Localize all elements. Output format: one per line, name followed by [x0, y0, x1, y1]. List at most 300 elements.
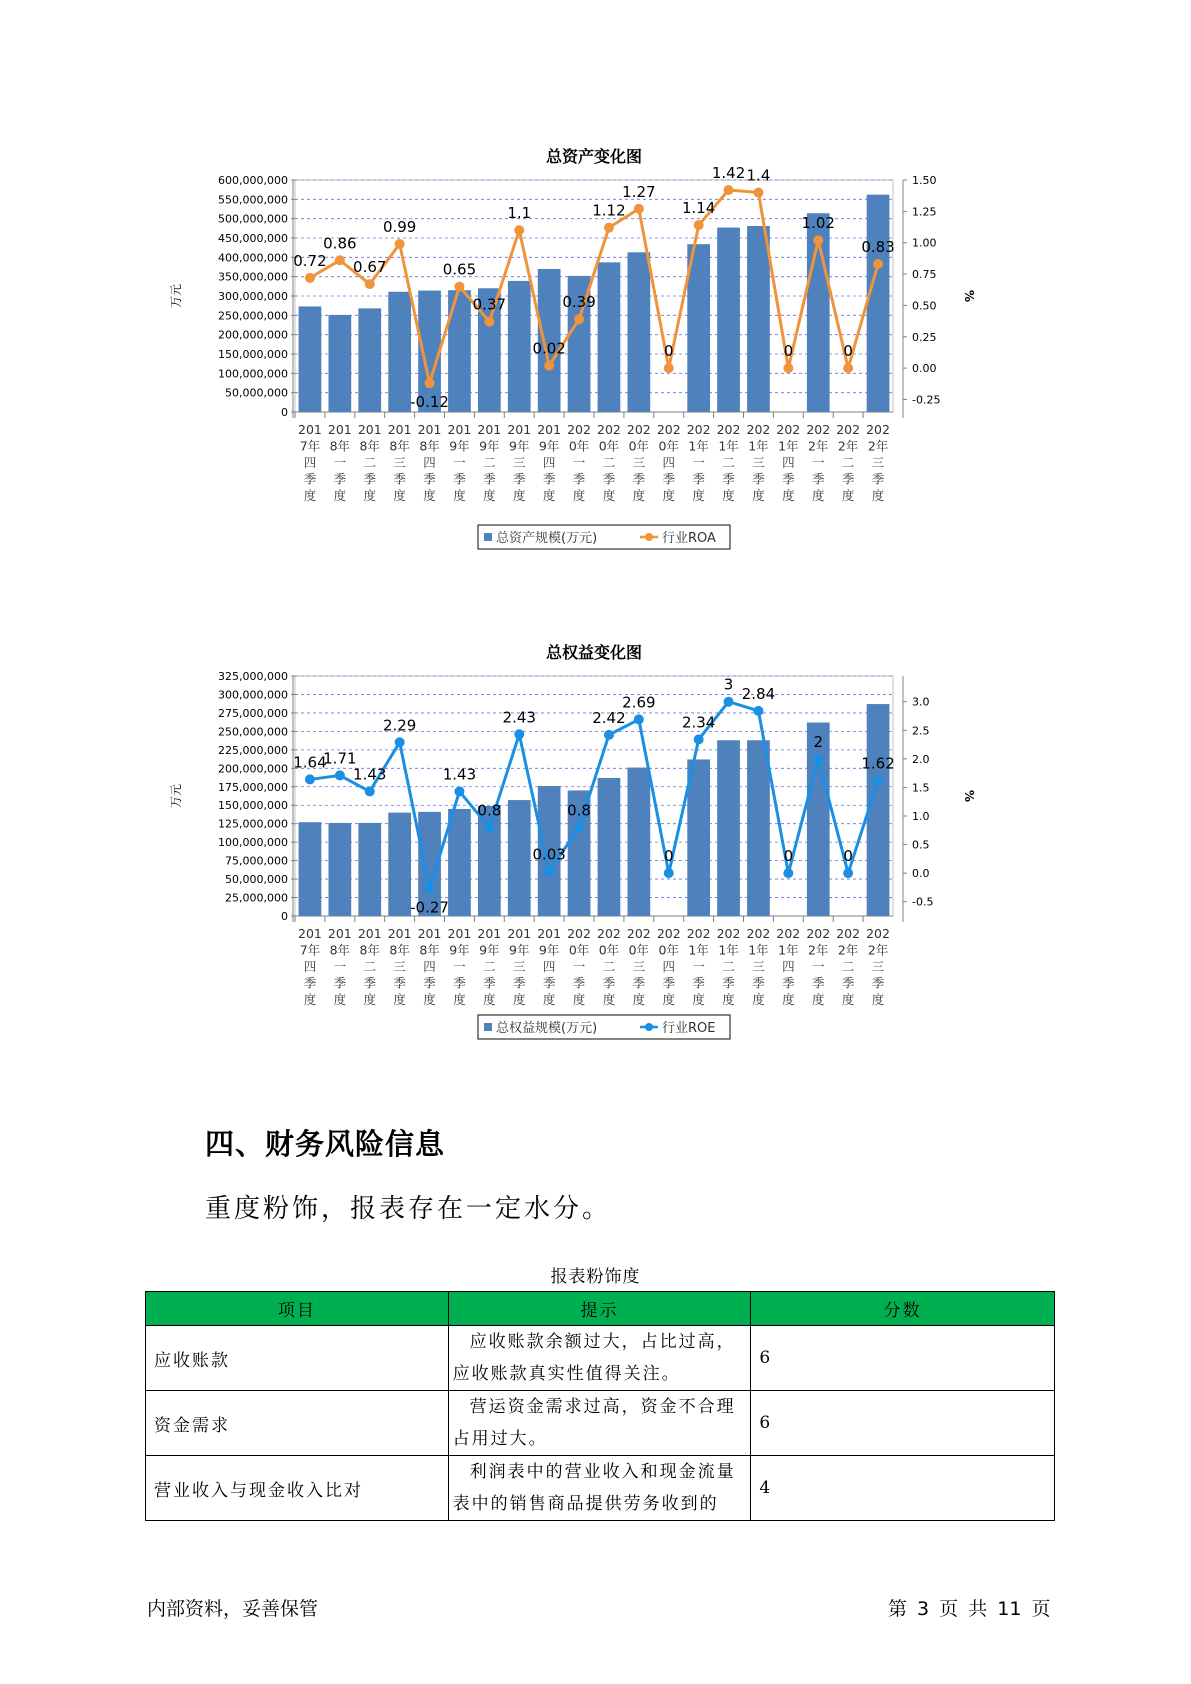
data-label: 1.02: [801, 214, 835, 233]
line-point: [694, 734, 704, 744]
y-tick-label: 250,000,000: [218, 309, 288, 323]
bar: [388, 292, 411, 412]
x-tick-label-part: 201: [447, 422, 472, 437]
x-tick-label-part: 度: [512, 992, 526, 1007]
data-label: 0.37: [472, 295, 507, 314]
x-tick-label-part: 季: [602, 975, 616, 991]
x-tick-label-part: 201: [537, 422, 562, 437]
x-tick-label-part: 7年: [299, 942, 321, 958]
row-hint: 营运资金需求过高，资金不合理占用过大。: [448, 1391, 751, 1456]
bar: [358, 308, 381, 412]
x-tick-label: [388, 926, 412, 1007]
section-summary: 重度粉饰，报表存在一定水分。: [205, 1194, 612, 1224]
x-tick-label-part: 9年: [479, 438, 500, 454]
x-tick-label-part: 度: [632, 488, 646, 503]
x-tick-label-part: 二: [363, 959, 377, 974]
x-tick-label-part: 0年: [598, 438, 620, 454]
x-tick-label-part: 度: [782, 488, 795, 503]
y-tick-label: 50,000,000: [225, 386, 288, 400]
x-tick-label-part: 度: [542, 488, 556, 503]
x-tick-label: [388, 422, 412, 503]
x-tick-label-part: 季: [393, 471, 406, 487]
data-label: 0.67: [353, 258, 387, 277]
data-label: 2.43: [502, 708, 536, 727]
x-tick-label-part: 1年: [688, 942, 709, 958]
y-axis-label: 万元: [169, 783, 183, 809]
bar: [328, 823, 351, 916]
line-point: [724, 697, 734, 707]
x-tick-label-part: 202: [716, 926, 741, 941]
x-tick-label-part: 202: [866, 926, 890, 941]
x-tick-label: [418, 422, 442, 503]
y2-axis-label: %: [962, 789, 976, 803]
x-tick-label-part: 202: [806, 422, 831, 437]
line-point: [873, 776, 883, 786]
x-tick-label-part: 季: [393, 975, 406, 991]
x-tick-label-part: 0年: [658, 438, 679, 454]
x-tick-label-part: 201: [298, 422, 322, 437]
x-tick-label: [747, 926, 771, 1007]
x-tick-label-part: 季: [752, 975, 765, 991]
bar: [627, 768, 650, 916]
legend-bar-swatch: [484, 1023, 492, 1031]
x-tick-label-part: 季: [363, 471, 377, 487]
line-point: [813, 235, 823, 245]
x-tick-label-part: 一: [692, 455, 705, 470]
x-tick-label-part: 三: [393, 959, 406, 974]
bar: [867, 195, 890, 412]
x-tick-label-part: 二: [722, 455, 735, 470]
x-tick-label-part: 度: [782, 992, 795, 1007]
x-tick-label-part: 201: [507, 926, 532, 941]
x-tick-label-part: 201: [357, 422, 382, 437]
x-tick-label: [627, 926, 651, 1007]
x-tick-label-part: 度: [572, 488, 586, 503]
data-label: 0.8: [477, 801, 502, 820]
x-tick-label-part: 季: [423, 471, 436, 487]
x-tick-label-part: 二: [602, 959, 616, 974]
x-tick-label-part: 7年: [299, 438, 321, 454]
x-tick-label-part: 0年: [568, 438, 590, 454]
x-tick-label-part: 四: [782, 959, 795, 974]
x-tick-label-part: 一: [811, 455, 825, 470]
bar: [807, 723, 830, 916]
y-tick-label: 350,000,000: [218, 270, 288, 284]
chart-svg: [160, 640, 976, 1080]
data-label: 1.1: [507, 204, 532, 223]
line-point: [514, 729, 524, 739]
y-tick-label: 0: [281, 910, 288, 923]
y2-tick-label: -0.5: [912, 895, 934, 909]
x-tick-label-part: 季: [483, 471, 496, 487]
y-tick-label: 75,000,000: [225, 854, 288, 868]
y2-tick-label: 0.0: [912, 867, 930, 881]
x-tick-label-part: 度: [483, 488, 496, 503]
data-label: 0.03: [532, 845, 566, 864]
x-tick-label-part: 季: [692, 471, 705, 487]
x-tick-label-part: 202: [597, 422, 621, 437]
data-label: 2.69: [622, 693, 656, 712]
line-point: [305, 774, 315, 784]
x-tick-label-part: 202: [626, 422, 651, 437]
line-point: [454, 786, 464, 796]
x-tick-label-part: 1年: [778, 942, 799, 958]
legend-line-label: 行业ROE: [662, 1021, 716, 1036]
bar: [508, 281, 531, 412]
bar: [508, 800, 531, 916]
x-tick-label-part: 一: [453, 959, 466, 974]
line-point: [365, 786, 375, 796]
x-tick-label-part: 季: [841, 975, 855, 991]
x-tick-label-part: 季: [782, 471, 795, 487]
x-tick-label-part: 四: [303, 455, 317, 470]
line-point: [843, 363, 853, 373]
x-tick-label: [657, 926, 681, 1007]
legend: [478, 525, 730, 549]
table-header-row: [146, 1292, 1055, 1326]
y2-axis-label: %: [962, 289, 976, 303]
x-tick-label-part: 季: [722, 471, 735, 487]
x-tick-label-part: 0年: [598, 942, 620, 958]
x-tick-label-part: 三: [871, 455, 885, 470]
x-tick-label-part: 季: [572, 975, 586, 991]
x-tick-label-part: 四: [782, 455, 795, 470]
x-tick-label-part: 9年: [449, 942, 470, 958]
row-item: 应收账款: [146, 1326, 449, 1391]
x-tick-label-part: 201: [357, 926, 382, 941]
x-tick-label-part: 二: [602, 455, 616, 470]
y-tick-label: 325,000,000: [218, 670, 288, 683]
x-tick-label-part: 202: [776, 926, 801, 941]
line-point: [574, 822, 584, 832]
row-score: 6: [751, 1391, 1055, 1456]
x-tick-label-part: 三: [632, 959, 646, 974]
table-header-item: 项目: [146, 1292, 449, 1326]
legend-line-marker: [645, 533, 653, 541]
data-label: 2: [813, 732, 824, 751]
x-tick-label-part: 度: [811, 488, 825, 503]
x-tick-label-part: 1年: [778, 438, 799, 454]
bar: [598, 778, 621, 916]
y-tick-label: 400,000,000: [218, 251, 288, 265]
y-tick-label: 100,000,000: [218, 367, 288, 381]
x-tick-label-part: 度: [662, 992, 676, 1007]
footer-page-number: 第 3 页 共 11 页: [888, 1598, 1051, 1620]
x-tick-label-part: 9年: [538, 438, 560, 454]
x-tick-label-part: 9年: [449, 438, 470, 454]
x-tick-label-part: 季: [572, 471, 586, 487]
chart-title: 总资产变化图: [545, 147, 643, 166]
data-label: 0: [663, 342, 674, 361]
x-tick-label: [298, 422, 322, 503]
y2-tick-label: 0.5: [912, 838, 930, 852]
legend: [478, 1015, 730, 1039]
x-tick-label-part: 度: [453, 992, 466, 1007]
data-label: 2.29: [382, 716, 417, 735]
x-tick-label-part: 度: [752, 488, 765, 503]
x-tick-label: [806, 422, 830, 503]
x-tick-label-part: 季: [363, 975, 377, 991]
x-tick-label-part: 度: [572, 992, 586, 1007]
x-tick-label-part: 202: [836, 422, 861, 437]
row-hint: 应收账款余额过大，占比过高，应收账款真实性值得关注。: [448, 1326, 751, 1391]
x-tick-label-part: 四: [542, 959, 556, 974]
line-point: [813, 754, 823, 764]
footer-confidential-note: 内部资料，妥善保管: [147, 1598, 319, 1620]
x-tick-label-part: 202: [746, 422, 771, 437]
x-tick-label-part: 201: [507, 422, 532, 437]
x-tick-label-part: 8年: [389, 942, 410, 958]
total-assets-chart: [160, 140, 976, 594]
line-point: [753, 706, 763, 716]
x-tick-label-part: 度: [303, 992, 317, 1007]
x-tick-label-part: 度: [602, 488, 616, 503]
data-label: -0.12: [410, 393, 449, 412]
x-tick-label-part: 201: [387, 926, 412, 941]
x-tick-label-part: 度: [542, 992, 556, 1007]
x-tick-label-part: 度: [692, 992, 705, 1007]
table-header-hint: 提示: [448, 1292, 751, 1326]
legend-line-label: 行业ROA: [662, 531, 716, 546]
legend-line-marker: [645, 1023, 653, 1031]
x-tick-label: [567, 422, 591, 503]
y-tick-label: 275,000,000: [218, 706, 288, 720]
data-label: 0.86: [323, 234, 357, 253]
x-tick-label: [717, 926, 741, 1007]
data-label: 1.64: [293, 753, 327, 772]
x-tick-label-part: 202: [686, 926, 711, 941]
y2-tick-label: 2.5: [912, 724, 930, 738]
table-header-score: 分数: [751, 1292, 1055, 1326]
x-tick-label-part: 四: [303, 959, 317, 974]
data-label: 1.4: [746, 166, 771, 185]
x-tick-label-part: 季: [423, 975, 436, 991]
x-tick-label-part: 201: [537, 926, 562, 941]
x-tick-label-part: 度: [811, 992, 825, 1007]
line-point: [783, 868, 793, 878]
x-tick-label-part: 二: [483, 455, 496, 470]
y2-tick-label: 3.0: [912, 695, 930, 709]
x-tick-label-part: 8年: [359, 438, 380, 454]
x-tick-label-part: 季: [303, 471, 317, 487]
line-point: [664, 868, 674, 878]
x-tick-label-part: 8年: [329, 438, 351, 454]
x-tick-label-part: 季: [512, 975, 526, 991]
x-tick-label: [836, 926, 860, 1007]
x-tick-label: [717, 422, 741, 503]
data-label: 2.84: [741, 684, 776, 703]
x-tick-label-part: 二: [363, 455, 377, 470]
x-tick-label-part: 三: [393, 455, 406, 470]
y2-tick-label: 0.00: [912, 362, 937, 376]
x-tick-label-part: 三: [512, 959, 526, 974]
x-tick-label-part: 季: [542, 975, 556, 991]
bar: [299, 306, 322, 412]
window-dressing-table: [145, 1291, 1055, 1521]
line-point: [305, 273, 315, 283]
bar: [328, 315, 351, 412]
x-tick-label-part: 度: [303, 488, 317, 503]
x-tick-label-part: 8年: [419, 438, 440, 454]
x-tick-label-part: 季: [782, 975, 795, 991]
x-tick-label-part: 季: [632, 471, 646, 487]
y-tick-label: 600,000,000: [218, 174, 288, 187]
y-tick-label: 175,000,000: [218, 780, 288, 794]
x-tick-label-part: 202: [597, 926, 621, 941]
section-heading: 四、财务风险信息: [205, 1127, 446, 1161]
data-label: 0.02: [532, 339, 566, 358]
y-tick-label: 200,000,000: [218, 328, 288, 342]
x-tick-label-part: 一: [333, 455, 347, 470]
x-tick-label: [328, 926, 352, 1007]
x-tick-label-part: 度: [363, 488, 377, 503]
x-tick-label-part: 201: [327, 422, 352, 437]
x-tick-label-part: 2年: [808, 438, 829, 454]
y-tick-label: 250,000,000: [218, 725, 288, 739]
line-point: [843, 868, 853, 878]
x-tick-label-part: 度: [333, 992, 347, 1007]
x-tick-label: [537, 926, 561, 1007]
x-tick-label-part: 季: [303, 975, 317, 991]
x-tick-label-part: 季: [662, 471, 676, 487]
x-tick-label-part: 度: [871, 992, 885, 1007]
x-tick-label: [627, 422, 651, 503]
x-tick-label-part: 202: [626, 926, 651, 941]
row-hint: 利润表中的营业收入和现金流量表中的销售商品提供劳务收到的: [448, 1456, 751, 1521]
y2-tick-label: 2.0: [912, 752, 930, 766]
x-tick-label: [747, 422, 771, 503]
x-tick-label-part: 202: [567, 926, 591, 941]
table-caption: 报表粉饰度: [550, 1267, 641, 1287]
y-tick-label: 100,000,000: [218, 836, 288, 850]
x-tick-label-part: 度: [722, 992, 735, 1007]
x-tick-label-part: 202: [866, 422, 890, 437]
x-tick-label-part: 季: [811, 471, 825, 487]
data-label: 0: [783, 342, 794, 361]
y-tick-label: 125,000,000: [218, 817, 288, 831]
y2-tick-label: 0.75: [912, 268, 937, 282]
line-point: [484, 317, 494, 327]
x-tick-label-part: 度: [662, 488, 676, 503]
x-tick-label-part: 0年: [658, 942, 679, 958]
x-tick-label-part: 季: [752, 471, 765, 487]
x-tick-label-part: 季: [333, 471, 347, 487]
x-tick-label-part: 2年: [867, 942, 889, 958]
table-row: [146, 1326, 1055, 1391]
bar: [598, 262, 621, 412]
y-tick-label: 500,000,000: [218, 212, 288, 226]
bar: [747, 226, 770, 412]
x-tick-label-part: 202: [806, 926, 831, 941]
x-tick-label-part: 度: [393, 488, 406, 503]
x-tick-label-part: 9年: [479, 942, 500, 958]
x-tick-label: [298, 926, 322, 1007]
x-tick-label: [836, 422, 860, 503]
x-tick-label-part: 度: [453, 488, 466, 503]
x-tick-label-part: 季: [453, 471, 466, 487]
x-tick-label-part: 季: [722, 975, 735, 991]
x-tick-label-part: 8年: [389, 438, 410, 454]
x-tick-label-part: 201: [327, 926, 352, 941]
x-tick-label-part: 度: [423, 992, 436, 1007]
bar: [747, 740, 770, 916]
x-tick-label: [687, 926, 711, 1007]
x-tick-label-part: 202: [716, 422, 741, 437]
x-tick-label-part: 四: [662, 959, 676, 974]
x-tick-label-part: 季: [692, 975, 705, 991]
data-label: 0: [843, 847, 853, 866]
y-tick-label: 150,000,000: [218, 348, 288, 361]
x-tick-label: [537, 422, 561, 503]
x-tick-label-part: 季: [483, 975, 496, 991]
y2-tick-label: 1.50: [912, 174, 937, 187]
x-tick-label-part: 0年: [628, 942, 650, 958]
x-tick-label: [477, 926, 501, 1007]
line-point: [604, 223, 614, 233]
y-tick-label: 25,000,000: [225, 891, 288, 905]
x-tick-label: [507, 422, 531, 503]
x-tick-label: [358, 422, 382, 503]
x-tick-label-part: 8年: [329, 942, 351, 958]
x-tick-label-part: 202: [656, 926, 681, 941]
data-label: 0.8: [567, 801, 591, 820]
x-tick-label-part: 201: [477, 422, 502, 437]
x-tick-label-part: 1年: [748, 438, 769, 454]
x-tick-label-part: 201: [387, 422, 412, 437]
table-row: [146, 1391, 1055, 1456]
x-tick-label-part: 9年: [509, 438, 530, 454]
x-tick-label-part: 度: [841, 992, 855, 1007]
x-tick-label-part: 三: [512, 455, 526, 470]
row-score: 4: [751, 1456, 1055, 1521]
x-tick-label-part: 201: [447, 926, 472, 941]
table-row: [146, 1456, 1055, 1521]
line-point: [544, 361, 554, 371]
x-tick-label-part: 四: [423, 959, 436, 974]
bar: [687, 759, 710, 916]
x-tick-label-part: 季: [871, 471, 885, 487]
bar: [717, 228, 740, 412]
x-tick-label-part: 8年: [359, 942, 380, 958]
line-point: [724, 185, 734, 195]
x-tick-label-part: 度: [632, 992, 646, 1007]
x-tick-label-part: 度: [602, 992, 616, 1007]
x-tick-label: [448, 422, 472, 503]
chart-title: 总权益变化图: [545, 643, 643, 662]
y-axis-label: 万元: [169, 283, 183, 309]
x-tick-label-part: 二: [841, 959, 855, 974]
data-label: 1.43: [442, 765, 477, 784]
x-tick-label-part: 季: [602, 471, 616, 487]
line-point: [544, 866, 554, 876]
x-tick-label-part: 二: [841, 455, 855, 470]
x-tick-label-part: 季: [453, 975, 466, 991]
x-tick-label: [597, 926, 621, 1007]
line-point: [873, 259, 883, 269]
x-tick-label: [806, 926, 830, 1007]
x-tick-label-part: 四: [662, 455, 676, 470]
x-tick-label-part: 2年: [867, 438, 889, 454]
y2-tick-label: 0.25: [912, 330, 937, 344]
row-score: 6: [751, 1326, 1055, 1391]
x-tick-label-part: 度: [692, 488, 705, 503]
x-tick-label: [866, 422, 890, 503]
x-tick-label-part: 度: [363, 992, 377, 1007]
data-label: 2.34: [681, 713, 716, 732]
x-tick-label-part: 1年: [748, 942, 769, 958]
x-tick-label-part: 一: [692, 959, 705, 974]
bar: [299, 822, 322, 916]
